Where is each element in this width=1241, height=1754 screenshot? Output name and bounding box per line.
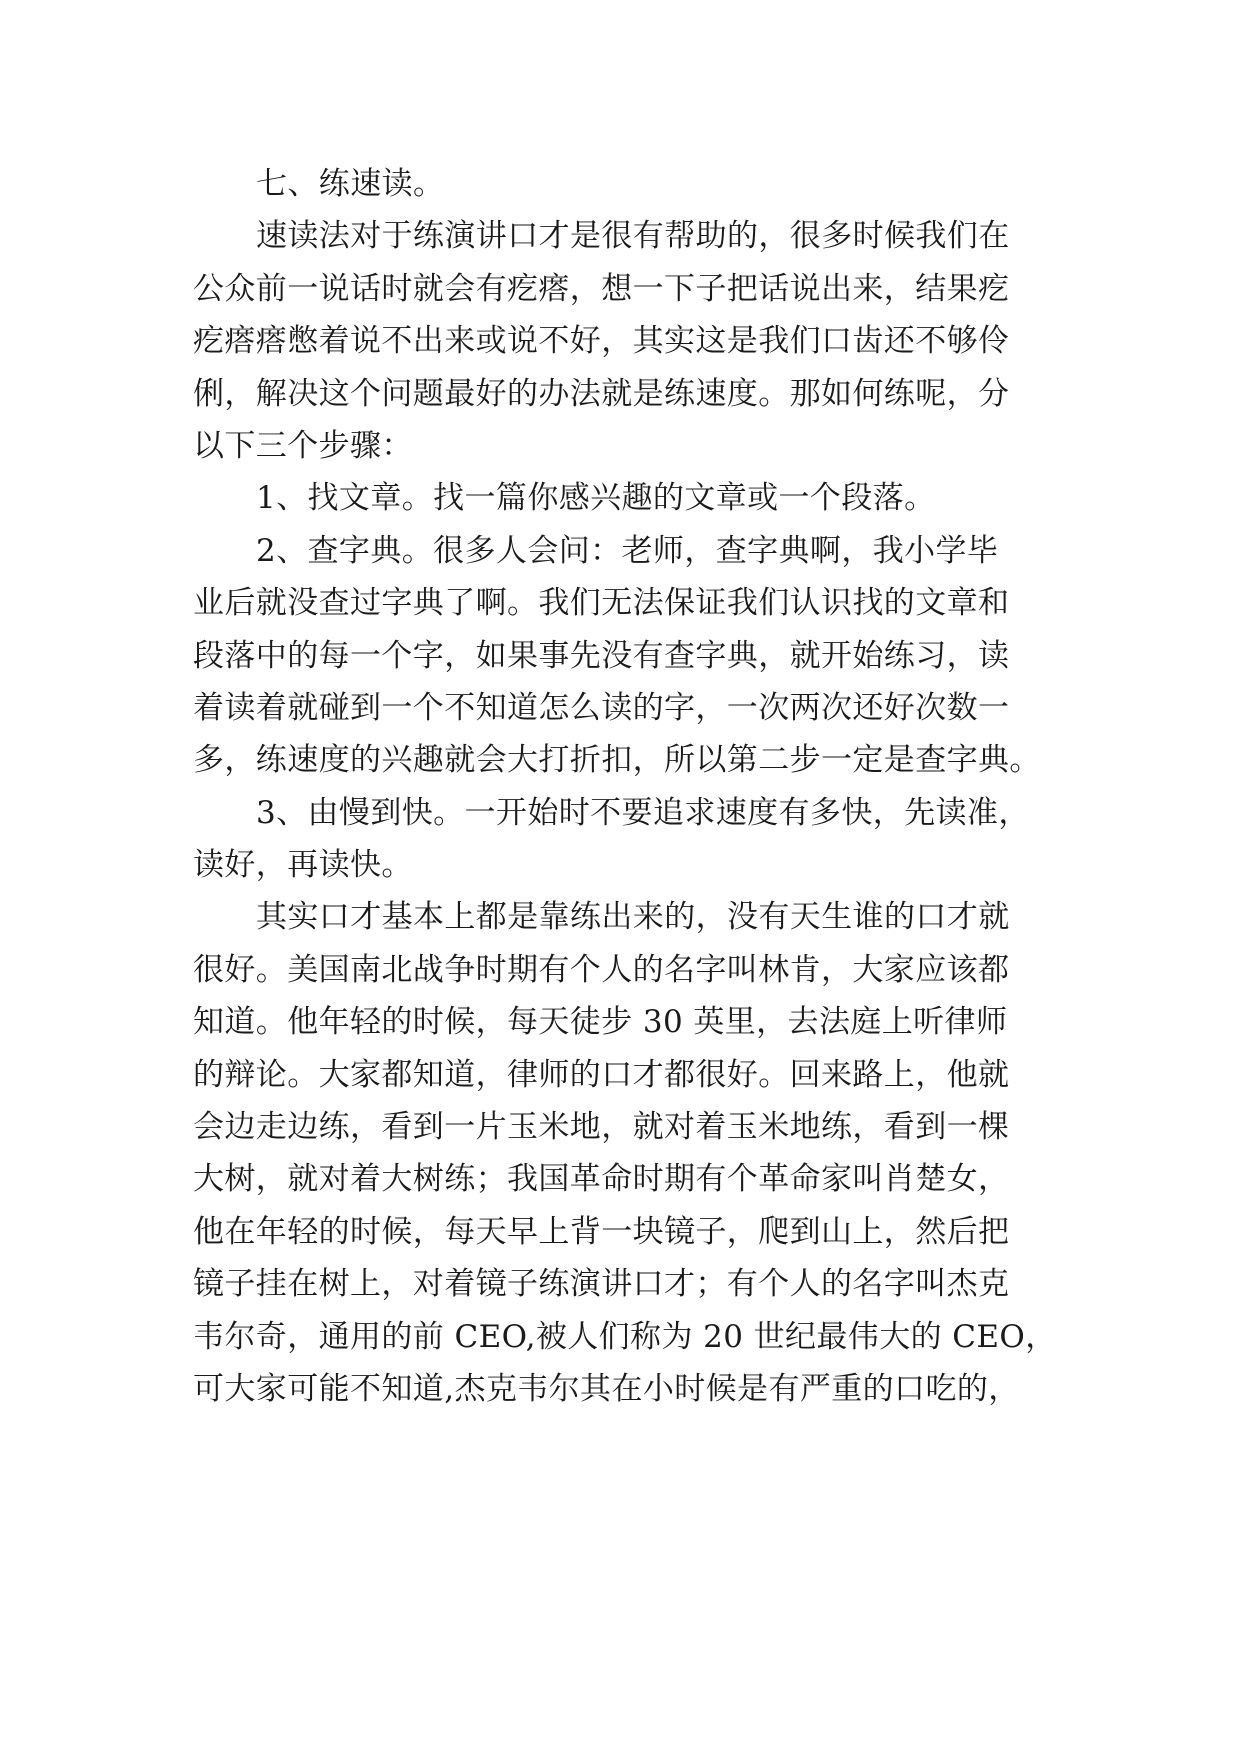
text-line: 的辩论。大家都知道，律师的口才都很好。回来路上，他就 [193,1056,1010,1093]
list-item-step-1: 1、找文章。找一篇你感兴趣的文章或一个段落。 [256,480,936,517]
text-line: 俐，解决这个问题最好的办法就是练速度。那如何练呢，分 [193,375,1010,412]
text-line: 着读着就碰到一个不知道怎么读的字，一次两次还好次数一 [193,689,1010,726]
text-line: 段落中的每一个字，如果事先没有查字典，就开始练习，读 [193,637,1010,674]
text-line: 他在年轻的时候，每天早上背一块镜子，爬到山上，然后把 [193,1213,1010,1250]
text-line: 韦尔奇，通用的前 CEO,被人们称为 20 世纪最伟大的 CEO， [193,1318,1057,1355]
text-line: 知道。他年轻的时候，每天徒步 30 英里，去法庭上听律师 [193,1004,1008,1041]
text-line: 以下三个步骤： [193,427,413,464]
section-heading: 七、练速读。 [256,166,445,202]
text-line: 可大家可能不知道,杰克韦尔其在小时候是有严重的口吃的， [193,1370,1020,1407]
list-item-step-2: 2、查字典。很多人会问：老师，查字典啊，我小学毕 [256,532,999,569]
document-body [193,158,1057,1415]
text-line: 疙瘩瘩憋着说不出来或说不好，其实这是我们口齿还不够伶 [193,323,1010,360]
text-line: 速读法对于练演讲口才是很有帮助的，很多时候我们在 [256,218,1010,255]
text-line: 会边走边练，看到一片玉米地，就对着玉米地练，看到一棵 [193,1109,1010,1146]
text-line: 公众前一说话时就会有疙瘩，想一下子把话说出来，结果疙 [193,270,1010,307]
text-line: 镜子挂在树上，对着镜子练演讲口才；有个人的名字叫杰克 [193,1266,1010,1303]
text-line: 大树，就对着大树练；我国革命时期有个革命家叫肖楚女， [193,1161,1010,1198]
text-line: 其实口才基本上都是靠练出来的，没有天生谁的口才就 [256,899,1010,936]
text-line: 很好。美国南北战争时期有个人的名字叫林肯，大家应该都 [193,951,1010,988]
text-line: 业后就没查过字典了啊。我们无法保证我们认识找的文章和 [193,585,1010,622]
text-line: 读好，再读快。 [193,847,413,884]
list-item-step-3: 3、由慢到快。一开始时不要追求速度有多快，先读准， [256,794,1030,831]
text-line: 多，练速度的兴趣就会大打折扣，所以第二步一定是查字典。 [193,742,1041,779]
